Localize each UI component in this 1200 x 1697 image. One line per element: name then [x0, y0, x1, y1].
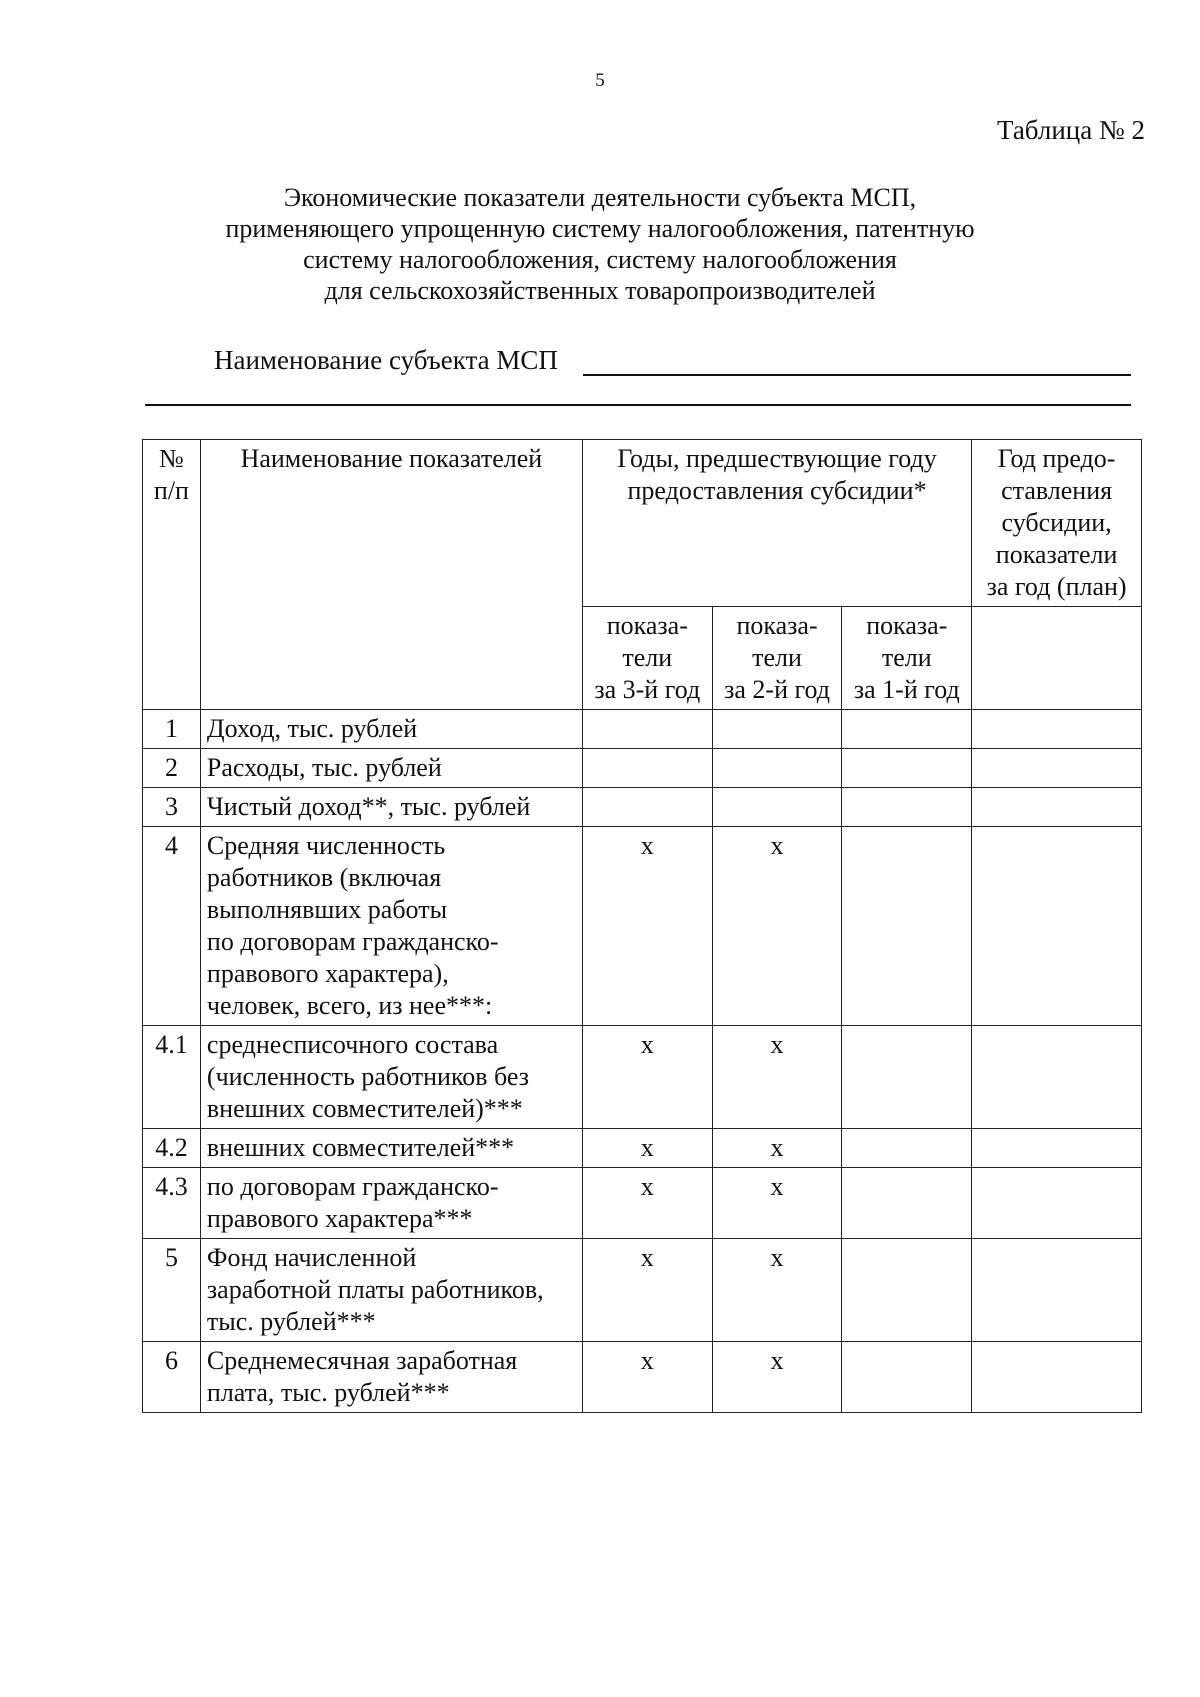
- header-indicator-name: Наименование показателей: [200, 440, 582, 710]
- header-previous-years: Годы, предшествующие году предоставления субсидии*: [582, 440, 971, 607]
- row-indicator: Расходы, тыс. рублей: [200, 749, 582, 788]
- document-title: [0, 182, 1200, 306]
- value-year-2[interactable]: х: [712, 1129, 842, 1168]
- value-plan[interactable]: [972, 1239, 1142, 1342]
- header-year-3: показа- тели за 3-й год: [582, 607, 712, 710]
- table-label: Таблица № 2: [997, 115, 1145, 145]
- value-year-3[interactable]: [582, 710, 712, 749]
- table-row: [143, 1026, 1142, 1129]
- value-year-3[interactable]: [582, 788, 712, 827]
- row-number: 4.1: [143, 1026, 201, 1129]
- header-plan-empty-cell: [972, 607, 1142, 710]
- value-plan[interactable]: [972, 788, 1142, 827]
- row-number: 4.3: [143, 1168, 201, 1239]
- row-indicator: среднесписочного состава (численность работников без внешних совместителей)***: [200, 1026, 582, 1129]
- value-year-3[interactable]: х: [582, 1342, 712, 1413]
- row-number: 5: [143, 1239, 201, 1342]
- table-row: [143, 749, 1142, 788]
- value-plan[interactable]: [972, 749, 1142, 788]
- header-year-2: показа- тели за 2-й год: [712, 607, 842, 710]
- title-line: Экономические показатели деятельности субъекта МСП,: [283, 183, 917, 212]
- value-year-1[interactable]: [842, 1342, 972, 1413]
- table-row: [143, 1239, 1142, 1342]
- value-year-2[interactable]: х: [712, 1342, 842, 1413]
- subject-name-fill-line-continued[interactable]: [145, 404, 1131, 406]
- title-line: применяющего упрощенную систему налогообложения, патентную: [225, 214, 975, 243]
- row-number: 6: [143, 1342, 201, 1413]
- value-year-2[interactable]: х: [712, 827, 842, 1026]
- row-indicator: по договорам гражданско- правового характера***: [200, 1168, 582, 1239]
- value-year-3[interactable]: х: [582, 1026, 712, 1129]
- row-number: 3: [143, 788, 201, 827]
- table-row: [143, 1129, 1142, 1168]
- value-year-1[interactable]: [842, 710, 972, 749]
- subject-name-fill-line[interactable]: [583, 374, 1131, 376]
- value-plan[interactable]: [972, 1129, 1142, 1168]
- title-line: для сельскохозяйственных товаропроизводителей: [324, 276, 876, 305]
- value-year-3[interactable]: х: [582, 1239, 712, 1342]
- row-indicator: Средняя численность работников (включая выполнявших работы по договорам гражданско- правового характера), человек, всего, из нее***:: [200, 827, 582, 1026]
- row-indicator: Доход, тыс. рублей: [200, 710, 582, 749]
- row-indicator: Чистый доход**, тыс. рублей: [200, 788, 582, 827]
- page-number: 5: [595, 70, 605, 91]
- header-number: № п/п: [143, 440, 201, 710]
- row-indicator: внешних совместителей***: [200, 1129, 582, 1168]
- table-row: [143, 710, 1142, 749]
- value-plan[interactable]: [972, 1026, 1142, 1129]
- subject-name-label: Наименование субъекта МСП: [214, 345, 558, 375]
- value-year-2[interactable]: [712, 710, 842, 749]
- value-year-2[interactable]: [712, 749, 842, 788]
- value-year-3[interactable]: [582, 749, 712, 788]
- value-year-1[interactable]: [842, 827, 972, 1026]
- table-row: [143, 1342, 1142, 1413]
- value-year-1[interactable]: [842, 1168, 972, 1239]
- value-plan[interactable]: [972, 710, 1142, 749]
- value-plan[interactable]: [972, 1168, 1142, 1239]
- value-year-3[interactable]: х: [582, 1129, 712, 1168]
- row-indicator: Среднемесячная заработная плата, тыс. рублей***: [200, 1342, 582, 1413]
- value-year-1[interactable]: [842, 788, 972, 827]
- value-year-1[interactable]: [842, 1026, 972, 1129]
- value-year-3[interactable]: х: [582, 827, 712, 1026]
- title-line: систему налогообложения, систему налогообложения: [303, 245, 897, 274]
- value-year-2[interactable]: х: [712, 1026, 842, 1129]
- value-year-2[interactable]: х: [712, 1239, 842, 1342]
- header-subsidy-year-plan: Год предо- ставления субсидии, показатели за год (план): [972, 440, 1142, 607]
- row-number: 1: [143, 710, 201, 749]
- table-row: [143, 827, 1142, 1026]
- value-year-1[interactable]: [842, 1129, 972, 1168]
- table-row: [143, 788, 1142, 827]
- value-plan[interactable]: [972, 1342, 1142, 1413]
- row-indicator: Фонд начисленной заработной платы работников, тыс. рублей***: [200, 1239, 582, 1342]
- value-year-2[interactable]: х: [712, 1168, 842, 1239]
- value-year-2[interactable]: [712, 788, 842, 827]
- row-number: 2: [143, 749, 201, 788]
- header-year-1: показа- тели за 1-й год: [842, 607, 972, 710]
- table-row: [143, 1168, 1142, 1239]
- value-year-1[interactable]: [842, 1239, 972, 1342]
- table-header-row: [143, 440, 1142, 607]
- value-year-1[interactable]: [842, 749, 972, 788]
- value-year-3[interactable]: х: [582, 1168, 712, 1239]
- row-number: 4.2: [143, 1129, 201, 1168]
- indicators-table: [142, 439, 1142, 1413]
- value-plan[interactable]: [972, 827, 1142, 1026]
- row-number: 4: [143, 827, 201, 1026]
